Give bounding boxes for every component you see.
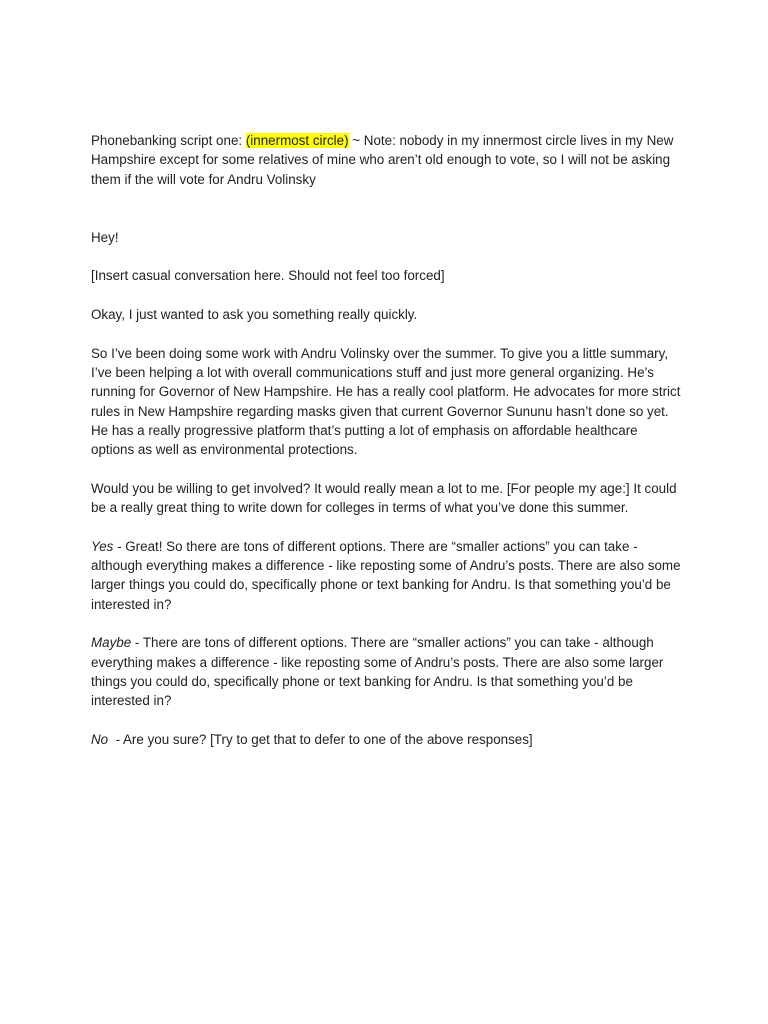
response-no-label: No <box>91 732 109 748</box>
response-maybe <box>91 633 681 710</box>
greeting: Hey! <box>91 229 119 245</box>
script-heading <box>91 131 681 189</box>
highlighted-text: (innermost circle) <box>245 133 349 148</box>
response-yes-text: - Great! So there are tons of different options. There are “smaller actions” you can take - although everything makes a difference - like reposting some of Andru’s posts. There are also some larger things you could do, specifically phone or text banking for Andru. Is that something you’d be interested in? <box>91 538 681 612</box>
pitch-paragraph: So I’ve been doing some work with Andru Volinsky over the summer. To give you a little summary, I’ve been helping a lot with overall communications stuff and just more general organizing. He’s running for Governor of New Hampshire. He has a really cool platform. He advocates for more strict rules in New Hampshire regarding masks given that current Governor Sununu hasn’t done so yet. He has a really progressive platform that’s putting a lot of emphasis on affordable healthcare options as well as environmental protections. <box>91 345 681 458</box>
response-no <box>91 730 681 749</box>
heading-note: ~ Note: nobody in my innermost circle lives in my New Hampshire except for some relatives of mine who aren’t old enough to vote, so I will not be asking them if the will vote for Andru Volinsky <box>91 133 674 187</box>
casual-note: [Insert casual conversation here. Should not feel too forced] <box>91 268 445 284</box>
response-maybe-text: - There are tons of different options. There are “smaller actions” you can take - although everything makes a difference - like reposting some of Andru’s posts. There are also some larger things you could do, specifically phone or text banking for Andru. Is that something you’d be interested in? <box>91 635 664 709</box>
heading-prefix: Phonebanking script one: <box>91 133 246 148</box>
ask-intro: Okay, I just wanted to ask you something really quickly. <box>91 307 418 323</box>
blank-line <box>91 208 681 227</box>
response-yes <box>91 537 681 614</box>
question-paragraph: Would you be willing to get involved? It would really mean a lot to me. [For people my age:] It could be a really great thing to write down for colleges in terms of what you’ve done this summer. <box>91 480 677 516</box>
response-maybe-label: Maybe <box>91 635 132 651</box>
response-no-text: - Are you sure? [Try to get that to defer to one of the above responses] <box>108 732 533 748</box>
response-yes-label: Yes <box>91 538 114 554</box>
document-body <box>91 131 681 769</box>
